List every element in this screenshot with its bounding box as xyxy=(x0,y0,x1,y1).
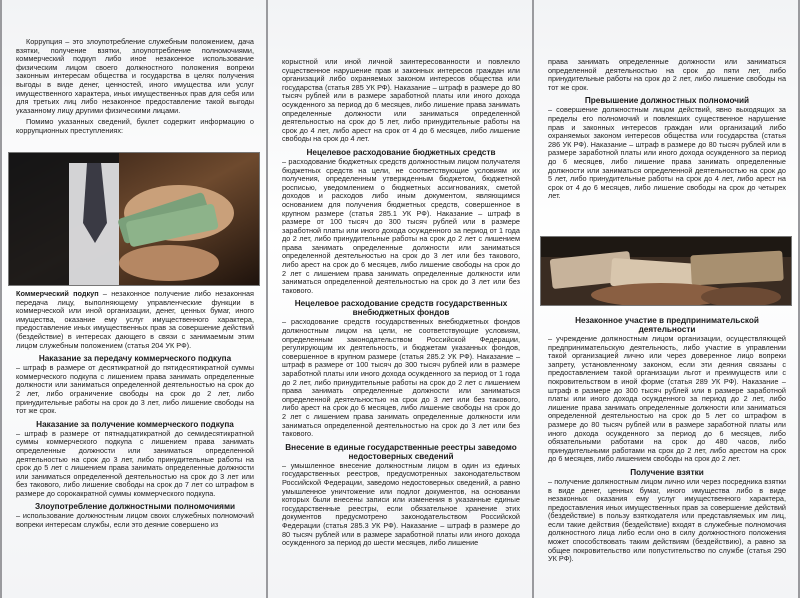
section-title: Получение взятки xyxy=(630,467,704,477)
photo-illustration xyxy=(9,153,260,285)
section-title: Коммерческий подкуп xyxy=(16,289,99,298)
section-commercial-bribe xyxy=(16,290,254,533)
photo-money-stacks xyxy=(540,236,792,306)
panel-right-text-top xyxy=(548,58,786,204)
intro-paragraph: Коррупция – это злоупотребление служебным положением, дача взятки, получение взятки, злоупотребление полномочиями, коммерческий подкуп либо иное незаконное использование физическим лицом своего должностного положения вопреки законным интересам общества и государства в целях получения выгоды в виде денег, ценностей, иного имущества или услуг имущественного характера, иных имущественных прав для себя или для третьих лиц либо незаконное предоставление такой выгоды указанному лицу другими физическими лицами. xyxy=(16,37,254,115)
section-title: Превышение должностных полномочий xyxy=(584,96,750,106)
section-text: – расходование бюджетных средств должностным лицом получателя бюджетных средств на цели, не соответствующие условиям их получения, определенным утвержденным бюджетом, бюджетной росписью, уведомлением о бюджетных ассигнованиях, сметой доходов и расходов либо иным документом, являющимся основанием для получения бюджетных средств, совершенное в крупном размере (статья 285.1 УК РФ). Наказание – штраф в размере от 100 тысяч до 300 тысяч рублей или в размере заработной платы или иного дохода осужденного за период от 1 года до 2 лет, либо принудительные работы на срок до 2 лет с лишением права занимать определенные должности или заниматься определенной деятельностью на срок до 3 лет или без такового, либо арест на срок до 6 месяцев, либо лишение свободы на срок до 2 лет с лишением права занимать определенные должности или заниматься определенной деятельностью на срок до 3 лет или без такового. xyxy=(282,156,520,295)
panel-middle-text xyxy=(282,58,520,551)
section-text: – совершение должностным лицом действий, явно выходящих за пределы его полномочий и повлекших существенное нарушение прав и законных интересов граждан или организаций либо охраняемых законом интересов общества или государства (статья 286 УК РФ). Наказание – штраф в размере до 80 тысяч рублей или в размере заработной платы или иного дохода осужденного за период до 6 месяцев, либо лишение права занимать определенные должности или заниматься определенной деятельностью на срок до 5 лет, либо принудительные работы на срок до 4 лет, либо арест на срок от 4 до 6 месяцев, либо лишение свободы на срок до четырех лет. xyxy=(548,105,786,201)
section-title: Наказание за передачу коммерческого подкупа xyxy=(38,354,232,364)
section-text: корыстной или иной личной заинтересованности и повлекло существенное нарушение прав и законных интересов граждан или организаций либо охраняемых законом интересов общества или государства (статья 285 УК РФ). Наказание – штраф в размере до 80 тысяч рублей или в размере заработной платы или иного дохода осужденного за период до 6 месяцев, либо лишение права занимать определенные должности или заниматься определенной деятельностью на срок до 5 лет, либо принудительные работы на срок до 4 лет, либо арест на срок от 4 до 6 месяцев, либо лишение свободы на срок до 4 лет. xyxy=(282,57,520,144)
section-title: Нецелевое расходование бюджетных средств xyxy=(306,147,496,157)
section-text: – незаконное получение либо незаконная передача лицу, выполняющему управленческие функции в коммерческой или иной организации, денег, ценных бумаг, иного имущества, оказание ему услуг имущественного характера, предоставление иных имущественных прав за совершение действий (бездействие) в интересах дающего в связи с занимаемым этим лицом служебным положением (статья 204 УК РФ). xyxy=(16,289,254,350)
section-title: Наказание за получение коммерческого подкупа xyxy=(36,419,234,429)
section-title: Незаконное участие в предпринимательской деятельности xyxy=(575,316,759,334)
section-text: – учреждение должностным лицом организации, осуществляющей предпринимательскую деятельность, либо участие в управлении такой организацией лично или через доверенное лицо вопреки запрету, установленному законом, если эти деяния связаны с предоставлением такой организации льгот и преимуществ или с покровительством в иной форме (статья 289 УК РФ). Наказание – штраф в размере до 300 тысяч рублей или в размере заработной платы или иного дохода осужденного за период до 2 лет, либо лишение права занимать определенные должности или заниматься определенной деятельностью на срок до 5 лет со штрафом в размере до 80 тысяч рублей или в размере заработной платы или иного дохода осужденного за период до 6 месяцев, либо обязательными работами на срок до 480 часов, либо принудительными работами на срок до 2 лет, либо арестом на срок до 6 месяцев, либо лишением свободы на срок до 2 лет. xyxy=(548,334,786,464)
intro-paragraph-2: Помимо указанных сведений, буклет содержит информацию о коррупционных преступлениях: xyxy=(16,117,254,135)
panel-left xyxy=(2,0,266,598)
section-title: Злоупотребление должностными полномочиями xyxy=(34,502,236,512)
panel-middle xyxy=(268,0,532,598)
section-title: Нецелевое расходование средств государственных внебюджетных фондов xyxy=(294,299,508,318)
section-text: – штраф в размере от пятнадцатикратной до семидесятикратной суммы коммерческого подкупа с лишением права занимать определенные должности или заниматься определенной деятельностью на срок до 3 лет, либо принудительные работы на срок до 5 лет с лишением права занимать определенные должности или заниматься определенной деятельностью на срок до 3 лет или без такового, либо лишение свободы на срок до 7 лет со штрафом в размере до сорокакратной суммы коммерческого подкупа. xyxy=(16,428,254,498)
intro-block xyxy=(16,38,254,139)
section-text: – умышленное внесение должностным лицом в один из единых государственных реестров, предусмотренных законодательством Российской Федерации, заведомо недостоверных сведений, а равно умышленное уничтожение или подлог документов, на основании которых были внесены записи или изменения в указанные единые государственные реестры, если обязательное хранение этих документов предусмотрено законодательством Российской Федерации (статья 285.3 УК РФ). Наказание – штраф в размере до 80 тысяч рублей или в размере заработной платы или иного дохода осужденного за период до шести месяцев, либо лишение xyxy=(282,460,520,548)
panel-right xyxy=(534,0,798,598)
photo-illustration xyxy=(541,237,792,305)
section-text: – использование должностным лицом своих служебных полномочий вопреки интересам службы, если это деяние совершено из xyxy=(16,511,254,530)
section-title: Внесение в единые государственные реестры заведомо недостоверных сведений xyxy=(285,442,517,461)
section-text: – получение должностным лицом лично или через посредника взятки в виде денег, ценных бумаг, иного имущества либо в виде незаконных оказания ему услуг имущественного характера, предоставления иных имущественных прав за совершение действий (бездействие) в пользу взяткодателя или представляемых им лиц, если такие действия (бездействие) входят в служебные полномочия должностного лица либо если оно в силу должностного положения может способствовать таким действиям (бездействию), а равно за общее покровительство или попустительство по службе (статья 290 УК РФ). xyxy=(548,476,786,564)
panel-right-text-bottom xyxy=(548,312,786,567)
section-text: – штраф в размере от десятикратной до пятидесятикратной суммы коммерческого подкупа с лишением права занимать определенные должности или заниматься определенной деятельностью на срок до 2 лет, либо ограничение свободы на срок до 2 лет, либо принудительные работы на срок до 3 лет, либо лишение свободы на тот же срок. xyxy=(16,363,254,416)
photo-bribe-handshake xyxy=(8,152,260,286)
section-text: права занимать определенные должности или заниматься определенной деятельностью на срок до пяти лет, либо принудительные работы на срок до 2 лет, либо лишение свободы на тот же срок. xyxy=(548,57,786,92)
section-text: – расходование средств государственных внебюджетных фондов должностным лицом на цели, не соответствующие условиям, определенным законодательством Российской Федерации, регулирующим их деятельность, и бюджетам указанных фондов, совершенное в крупном размере (статья 285.2 УК РФ). Наказание – штраф в размере от 100 тысяч до 300 тысяч рублей или в размере заработной платы или иного дохода осужденного за период от 1 года до 2 лет, либо принудительные работы на срок до 2 лет с лишением права занимать определенные должности или заниматься определенной деятельностью на срок до 3 лет или без такового, либо арест на срок до 6 месяцев, либо лишение свободы на срок до 2 лет с лишением права занимать определенные должности или заниматься определенной деятельностью на срок до 3 лет или без такового. xyxy=(282,317,520,439)
